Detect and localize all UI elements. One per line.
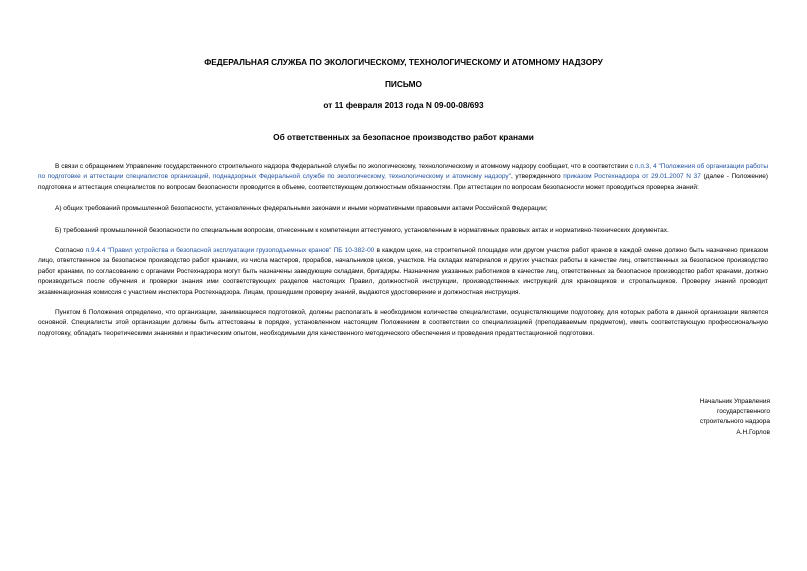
document-type: ПИСЬМО	[384, 79, 423, 89]
regulation-link[interactable]: п.п.3, 4 "Положения об организации работы по подготовке и аттестации специалистов организаций, поднадзорных Федеральной службе по экологическому, технологическому и атомному надзору"	[38, 163, 768, 181]
signature-name: А.Н.Горлов	[736, 428, 770, 436]
paragraph-item-a: А) общих требований промышленной безопасности, установленных федеральными законами и иными нормативными правовыми актами Российской Федерации;	[55, 205, 548, 213]
paragraph-crane-rules-text-2: в каждом цехе, на строительной площадке или другом участке работ кранов в каждой смене должно быть назначено приказом лицо, ответственное за безопасное производство работ кранами, из числа мастеров, прорабов, начальников цехов, участков. На складах материалов и других участках работы в качестве лиц, ответственных за безопасное производство работ кранами, по согласованию с органами Ростехнадзора могут быть назначены заведующие складами, бригадиры. Назначение указанных работников в качестве лиц, ответственных за безопасное производство работ кранами, должно производиться после обучения и проверки знания ими соответствующих разделов настоящих Правил, должностной инструкции, производственных инструкций для крановщиков и стропальщиков. Проверку знаний проводит экзаменационная комиссия с участием инспектора Ростехнадзора. Лицам, прошедшим проверку знаний, выдаются удостоверение и должностная инструкция.	[38, 247, 769, 296]
agency-heading: ФЕДЕРАЛЬНАЯ СЛУЖБА ПО ЭКОЛОГИЧЕСКОМУ, ТЕХНОЛОГИЧЕСКОМУ И АТОМНОМУ НАДЗОРУ	[204, 57, 603, 67]
paragraph-training-orgs: Пунктом 6 Положения определено, что организации, занимающиеся подготовкой, должны располагать в необходимом количестве специалистами, осуществляющими подготовку, для которых работа в данной организации является основной. Специалисты этой организации должны быть аттестованы в порядке, установленном настоящим Положением в соответствии со специализацией (преподаваемым предметом), иметь соответствующую профессиональную подготовку, обладать теоретическими знаниями и практическим опытом, необходимыми для качественного методического обеспечения и проведения предаттестационной подготовки.	[38, 309, 768, 337]
signature-block	[640, 397, 770, 438]
signature-position-line-2: государственного	[716, 408, 770, 416]
document-date-number: от 11 февраля 2013 года N 09-00-08/693	[323, 100, 484, 110]
paragraph-intro	[38, 162, 768, 193]
paragraph-intro-text-1: В связи с обращением Управление государственного строительного надзора Федеральной службы по экологическому, технологическому и атомному надзору сообщает, что в соответствии с	[55, 163, 636, 170]
signature-position-line-1: Начальник Управления	[699, 398, 770, 405]
letter-body	[38, 162, 768, 339]
crane-rules-link[interactable]: п.9.4.4 "Правил устройства и безопасной эксплуатации грузоподъемных кранов" ПБ 10-382-00	[85, 247, 375, 255]
paragraph-item-b: Б) требований промышленной безопасности по специальным вопросам, отнесенным к компетенции аттестуемого, установленным в нормативных правовых актах и нормативно-технических документах.	[55, 226, 669, 234]
paragraph-crane-rules	[38, 246, 768, 298]
paragraph-intro-text-2: , утвержденного	[510, 173, 564, 181]
signature-position-line-3: строительного надзора	[699, 418, 770, 426]
paragraph-crane-rules-text-1: Согласно	[55, 247, 86, 255]
document-subject: Об ответственных за безопасное производство работ кранами	[273, 132, 534, 142]
order-link[interactable]: приказом Ростехнадзора от 29.01.2007 N 37	[563, 173, 701, 181]
paragraph-intro-text-3: (далее - Положение) подготовка и аттестация специалистов по вопросам безопасности проводится в объеме, соответствующем должностным обязанностям. При аттестации по вопросам безопасности может проводиться проверка знаний:	[38, 173, 769, 191]
